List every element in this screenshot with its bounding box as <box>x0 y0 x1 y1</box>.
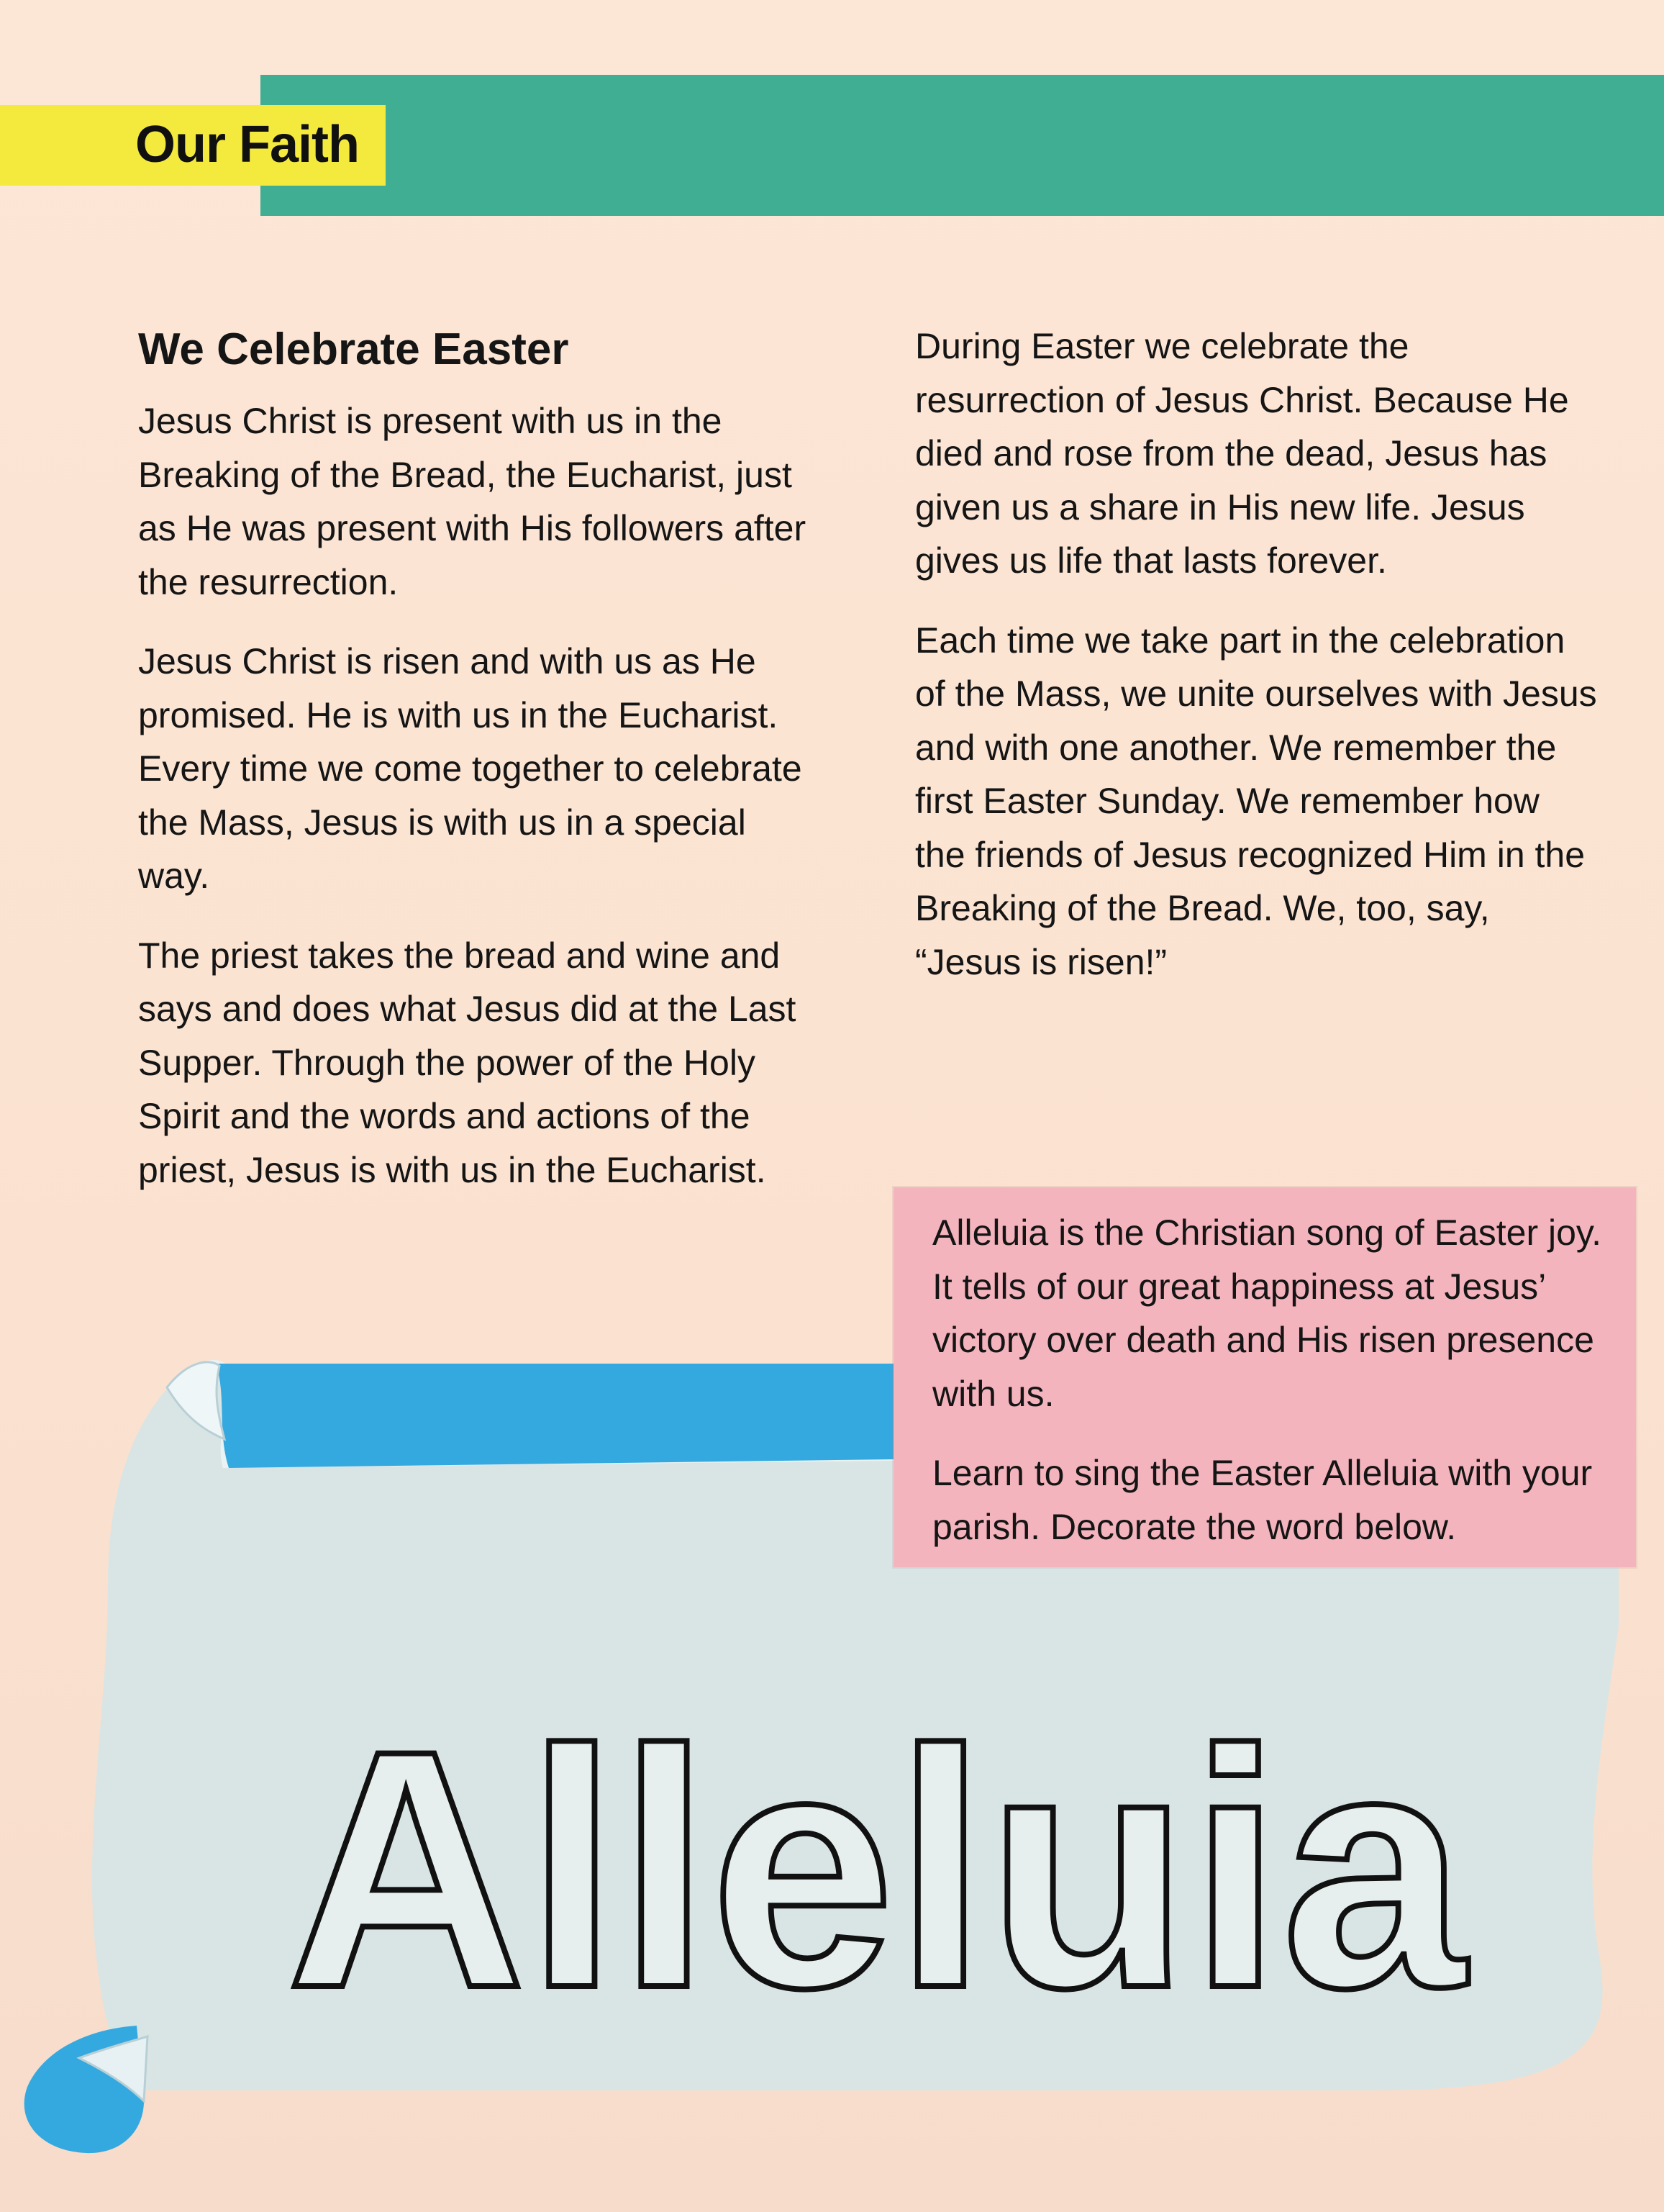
callout-paragraph-2: Learn to sing the Easter Alleluia with your parish. Decorate the word below. <box>932 1453 1593 1547</box>
callout-text <box>932 1206 1623 1554</box>
right-paragraph-1: During Easter we celebrate the resurrection of Jesus Christ. Because He died and rose from the dead, Jesus has given us a share in His new life. Jesus gives us life that lasts forever. <box>915 326 1569 581</box>
right-paragraph-2: Each time we take part in the celebration of the Mass, we unite ourselves with Jesus and with one another. We remember the first Easter Sunday. We remember how the friends of Jesus recognized Him in the Breaking of the Bread. We, too, say, “Jesus is risen!” <box>915 620 1597 982</box>
section-label: Our Faith <box>135 116 359 173</box>
alleluia-word: Alleluia <box>286 1705 1468 2008</box>
left-paragraph-3: The priest takes the bread and wine and says and does what Jesus did at the Last Supper. Through the power of the Holy Spirit and the words and actions of the priest, Jesus is with us in the Eucharist. <box>138 935 796 1190</box>
callout-paragraph-1: Alleluia is the Christian song of Easter joy. It tells of our great happiness at Jesus’ victory over death and His risen presence with us. <box>932 1212 1602 1414</box>
left-paragraph-2: Jesus Christ is risen and with us as He promised. He is with us in the Eucharist. Every time we come together to celebrate the Mass, Jesus is with us in a special way. <box>138 641 802 896</box>
left-paragraph-1: Jesus Christ is present with us in the Breaking of the Bread, the Eucharist, just as He was present with His followers after the resurrection. <box>138 401 806 602</box>
scroll-ribbon <box>216 1364 894 1468</box>
alleluia-outline-word[interactable] <box>286 1705 1473 2008</box>
article-heading: We Celebrate Easter <box>138 325 569 374</box>
